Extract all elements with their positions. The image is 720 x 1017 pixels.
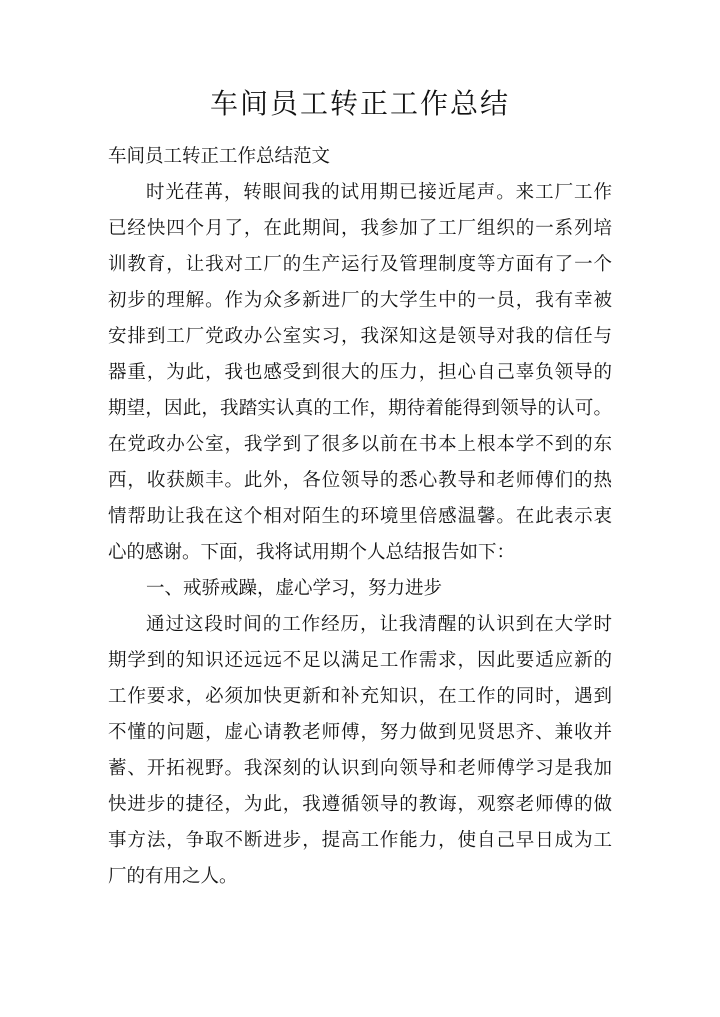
paragraph-1-line-3: 训教育，让我对工厂的生产运行及管理制度等方面有了一个 (108, 254, 612, 275)
paragraph-1-line-6: 器重，为此，我也感受到很大的压力，担心自己辜负领导的 (108, 362, 612, 383)
paragraph-1-line-8: 在党政办公室，我学到了很多以前在书本上根本学不到的东 (108, 434, 612, 455)
paragraph-1-line-10: 情帮助让我在这个相对陌生的环境里倍感温馨。在此表示衷 (108, 506, 612, 527)
paragraph-2-line-1: 通过这段时间的工作经历，让我清醒的认识到在大学时 (146, 614, 612, 635)
paragraph-1-line-11: 心的感谢。下面，我将试用期个人总结报告如下： (108, 542, 516, 563)
paragraph-2-line-8: 厂的有用之人。 (108, 866, 238, 887)
paragraph-1-line-7: 期望，因此，我踏实认真的工作，期待着能得到领导的认可。 (108, 398, 612, 419)
paragraph-1-line-2: 已经快四个月了，在此期间，我参加了工厂组织的一系列培 (108, 218, 612, 239)
paragraph-1-line-1: 时光荏苒，转眼间我的试用期已接近尾声。来工厂工作 (146, 182, 612, 203)
paragraph-2-line-4: 不懂的问题，虚心请教老师傅，努力做到见贤思齐、兼收并 (108, 722, 612, 743)
document-title: 车间员工转正工作总结 (209, 87, 510, 120)
paragraph-2-line-2: 期学到的知识还远远不足以满足工作需求，因此要适应新的 (108, 650, 612, 671)
section-1-heading: 一、戒骄戒躁，虚心学习，努力进步 (146, 578, 443, 599)
paragraph-2-line-7: 事方法，争取不断进步，提高工作能力，使自己早日成为工 (108, 830, 612, 851)
paragraph-1-line-4: 初步的理解。作为众多新进厂的大学生中的一员，我有幸被 (108, 290, 612, 311)
document-subtitle: 车间员工转正工作总结范文 (108, 146, 331, 167)
paragraph-2-line-3: 工作要求，必须加快更新和补充知识，在工作的同时，遇到 (108, 686, 612, 707)
paragraph-2-line-5: 蓄、开拓视野。我深刻的认识到向领导和老师傅学习是我加 (108, 758, 612, 779)
paragraph-2-line-6: 快进步的捷径，为此，我遵循领导的教诲，观察老师傅的做 (108, 794, 612, 815)
paragraph-1-line-5: 安排到工厂党政办公室实习，我深知这是领导对我的信任与 (108, 326, 612, 347)
paragraph-1-line-9: 西，收获颇丰。此外，各位领导的悉心教导和老师傅们的热 (108, 470, 612, 491)
